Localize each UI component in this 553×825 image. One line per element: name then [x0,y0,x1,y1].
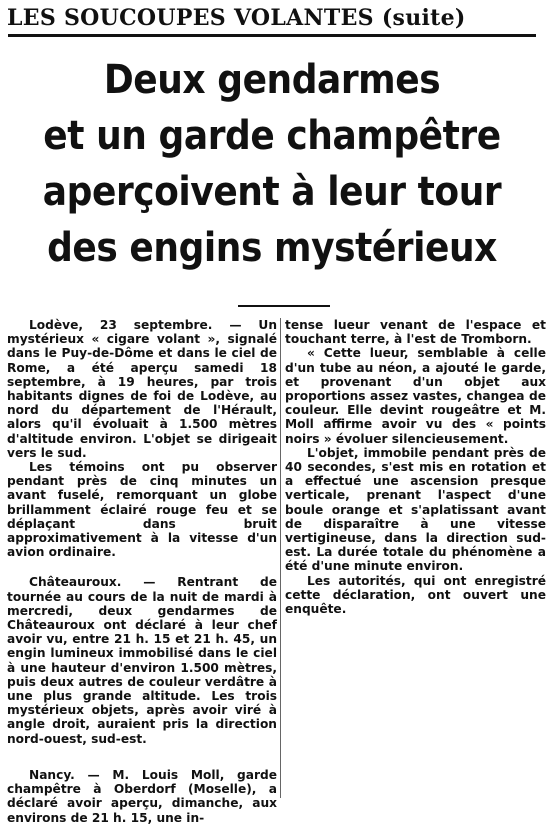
kicker-rule [8,34,536,37]
column-divider [280,318,281,798]
paragraph-objet: L'objet, immobile pendant près de 40 secondes, s'est mis en rotation et a effectué une ascension presque verticale, prenant l'aspect d'une boule orange et s'aplatissant avant de disparaître à une vitesse vertigineuse, dans la direction sud-est. La durée totale du phénomène a été d'une minute environ. [285,445,546,574]
headline-rule [238,305,330,307]
paragraph-tube-neon: « Cette lueur, semblable à celle d'un tube au néon, a ajouté le garde, et provenant d'un objet aux proportions assez vastes, changea de couleur. Elle devint rougeâtre et M. Moll affirme avoir vu des « points noirs » évoluer silencieusement. [285,346,546,446]
headline-line-3: aperçoivent à leur tour [42,169,502,215]
paragraph-nancy: Nancy. — M. Louis Moll, garde champêtre à Oberdorf (Moselle), a déclaré avoir aperçu, dimanche, aux environs de 21 h. 15, une in- [7,767,277,825]
article-column-right [285,318,546,616]
headline-line-1: Deux gendarmes [103,57,441,103]
section-kicker: LES SOUCOUPES VOLANTES (suite) [7,5,466,31]
paragraph-lodeve: Lodève, 23 septembre. — Un mystérieux « cigare volant », signalé dans le Puy-de-Dôme et dans le ciel de Rome, a été aperçu samedi 18 septembre, à 19 heures, par trois habitants dignes de foi de Lodève, au nord du département de l'Hérault, alors qu'il évoluait à 1.500 mètres d'altitude environ. L'objet se dirigeait vers le sud. [7,318,277,460]
paragraph-lueur: tense lueur venant de l'espace et touchant terre, à l'est de Tromborn. [285,318,546,347]
headline-line-4: des engins mystérieux [47,225,497,271]
paragraph-autorites: Les autorités, qui ont enregistré cette déclaration, ont ouvert une enquête. [285,573,546,617]
headline-line-2: et un garde champêtre [43,113,501,159]
article-column-left [7,318,277,825]
headline [34,52,509,276]
paragraph-chateauroux: Châteauroux. — Rentrant de tournée au cours de la nuit de mardi à mercredi, deux gendarmes de Châteauroux ont déclaré à leur chef avoir vu, entre 21 h. 15 et 21 h. 45, un engin lumineux immobilisé dans le ciel à une hauteur d'environ 1.500 mètres, puis deux autres de couleur verdâtre à une plus grande altitude. Les trois mystérieux objets, après avoir viré à angle droit, auraient pris la direction nord-ouest, sud-est. [7,575,277,746]
paragraph-temoins: Les témoins ont pu observer pendant près de cinq minutes un avant fuselé, remorquant un globe brillamment éclairé rouge feu et se déplaçant dans bruit approximativement à la vitesse d'un avion ordinaire. [7,460,277,560]
